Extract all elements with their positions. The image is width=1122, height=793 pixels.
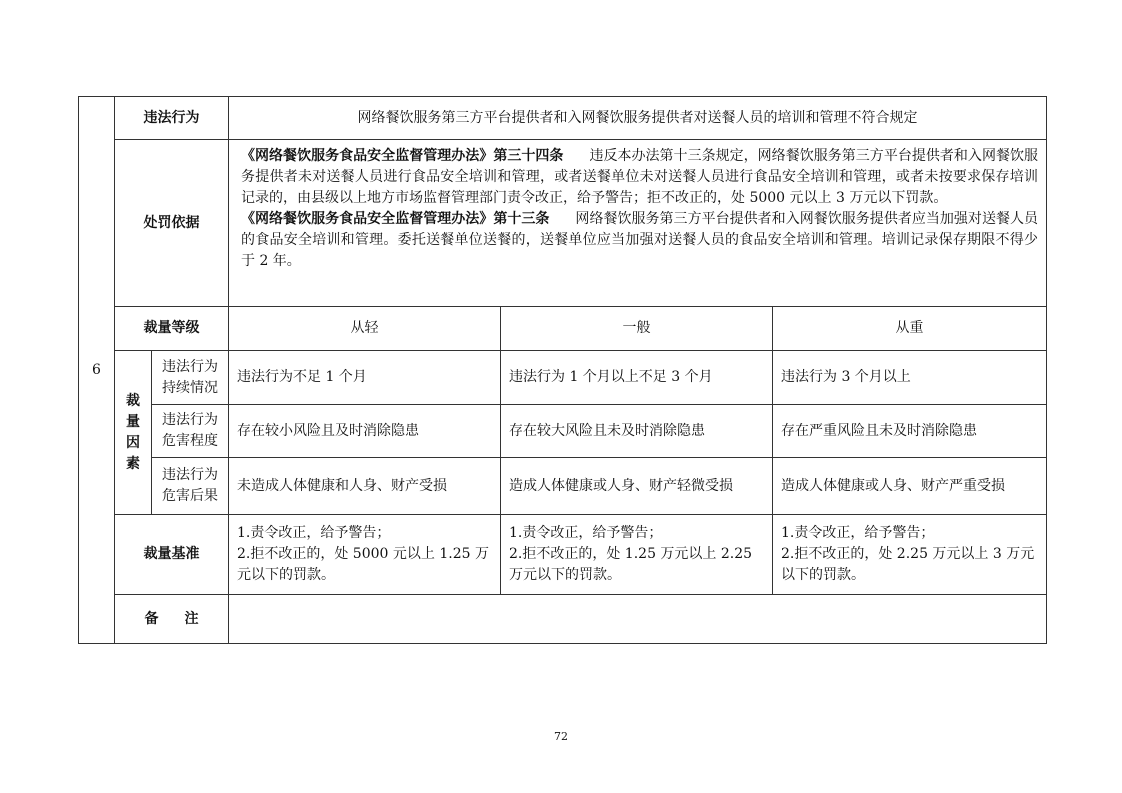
factor-row — [79, 458, 1047, 515]
factors-label: 裁 量 因 素 — [115, 351, 152, 515]
level-light: 从轻 — [229, 307, 501, 351]
clause-text: 网络餐饮服务第三方平台提供者和入网餐饮服务提供者应当加强对送餐人员的食品安全培训和管理。委托送餐单位送餐的，送餐单位应当加强对送餐人员的食品安全培训和管理。培训记录保存期限不得少于 2 年。 — [241, 211, 1039, 269]
factor-cell: 违法行为 3 个月以上 — [773, 351, 1047, 405]
factor-cell: 未造成人体健康和人身、财产受损 — [229, 458, 501, 515]
remarks-row — [79, 595, 1047, 644]
factor-cell: 存在较大风险且未及时消除隐患 — [501, 405, 773, 458]
remarks-text — [229, 595, 1047, 644]
clause-text: 违反本办法第十三条规定，网络餐饮服务第三方平台提供者和入网餐饮服务提供者未对送餐人员进行食品安全培训和管理，或者送餐单位未对送餐人员进行食品安全培训和管理，或者未按要求保存培训记录的，由县级以上地方市场监督管理部门责令改正，给予警告；拒不改正的，处 5000 元以上 3 万元以下罚款。 — [241, 148, 1039, 206]
law-reference: 《网络餐饮服务食品安全监督管理办法》第三十四条 — [241, 148, 564, 164]
basis-row — [79, 140, 1047, 307]
standard-cell: 1.责令改正，给予警告； 2.拒不改正的，处 2.25 万元以上 3 万元以下的罚款。 — [773, 515, 1047, 595]
factor-cell: 违法行为 1 个月以上不足 3 个月 — [501, 351, 773, 405]
factor-cell: 存在较小风险且及时消除隐患 — [229, 405, 501, 458]
factor-cell: 违法行为不足 1 个月 — [229, 351, 501, 405]
basis-text — [229, 140, 1047, 307]
row-number: 6 — [79, 97, 115, 644]
violation-row — [79, 97, 1047, 140]
basis-label: 处罚依据 — [115, 140, 229, 307]
standard-row — [79, 515, 1047, 595]
law-reference: 《网络餐饮服务食品安全监督管理办法》第十三条 — [241, 211, 550, 227]
standard-cell: 1.责令改正，给予警告； 2.拒不改正的，处 1.25 万元以上 2.25 万元以下的罚款。 — [501, 515, 773, 595]
factor-row — [79, 405, 1047, 458]
standard-label: 裁量基准 — [115, 515, 229, 595]
penalty-table — [78, 96, 1047, 644]
factor-name: 违法行为 持续情况 — [152, 351, 229, 405]
violation-text: 网络餐饮服务第三方平台提供者和入网餐饮服务提供者对送餐人员的培训和管理不符合规定 — [229, 97, 1047, 140]
basis-clause — [241, 209, 1038, 272]
violation-label: 违法行为 — [115, 97, 229, 140]
factor-name: 违法行为 危害后果 — [152, 458, 229, 515]
page-number: 72 — [554, 730, 568, 743]
factor-row — [79, 351, 1047, 405]
levels-label: 裁量等级 — [115, 307, 229, 351]
levels-row — [79, 307, 1047, 351]
level-normal: 一般 — [501, 307, 773, 351]
factor-cell: 造成人体健康或人身、财产轻微受损 — [501, 458, 773, 515]
standard-cell: 1.责令改正，给予警告； 2.拒不改正的，处 5000 元以上 1.25 万元以下的罚款。 — [229, 515, 501, 595]
factor-name: 违法行为 危害程度 — [152, 405, 229, 458]
level-heavy: 从重 — [773, 307, 1047, 351]
basis-clause — [241, 146, 1038, 209]
factor-cell: 造成人体健康或人身、财产严重受损 — [773, 458, 1047, 515]
factor-cell: 存在严重风险且未及时消除隐患 — [773, 405, 1047, 458]
remarks-label: 备注 — [115, 595, 229, 644]
